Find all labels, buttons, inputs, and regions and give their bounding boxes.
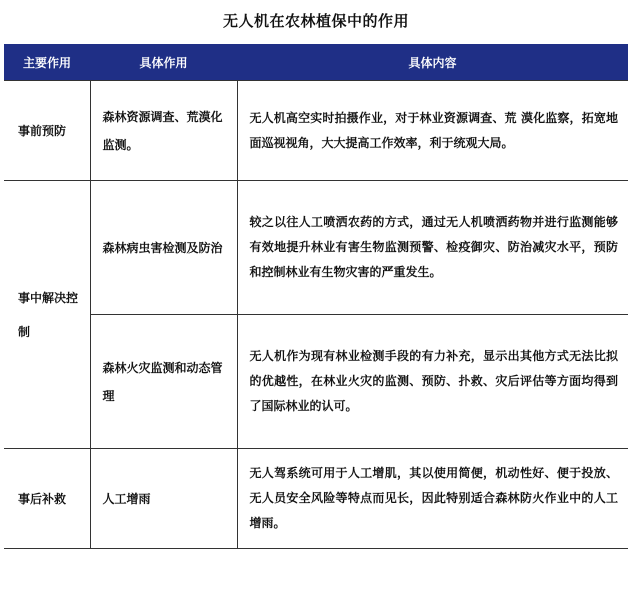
main-role-cell: 事前预防 <box>4 81 90 181</box>
table-row <box>4 449 628 549</box>
specific-role-cell: 森林病虫害检测及防治 <box>90 181 237 315</box>
document-title: 无人机在农林植保中的作用 <box>222 12 409 30</box>
table-row <box>4 181 628 315</box>
main-role-cell: 事后补救 <box>4 449 90 549</box>
header-main-role: 主要作用 <box>4 44 90 81</box>
specific-role-cell: 森林资源调查、荒漠化监测。 <box>90 81 237 181</box>
content-cell: 较之以往人工喷洒农药的方式，通过无人机喷洒药物并进行监测能够有效地提升林业有害生物监测预警、检疫御灾、防治减灾水平，预防和控制林业有生物灾害的严重发生。 <box>237 181 628 315</box>
main-role-cell: 事中解决控制 <box>4 181 90 449</box>
table-row <box>4 315 628 449</box>
specific-role-cell: 人工增雨 <box>90 449 237 549</box>
header-specific-content: 具体内容 <box>237 44 628 81</box>
content-cell: 无人机高空实时拍摄作业，对于林业资源调查、荒 漠化监察，拓宽地面巡视视角，大大提高工作效率，利于统观大局。 <box>237 81 628 181</box>
table-header-row <box>4 44 628 81</box>
table-row <box>4 81 628 181</box>
specific-role-cell: 森林火灾监测和动态管理 <box>90 315 237 449</box>
header-specific-role: 具体作用 <box>90 44 237 81</box>
uav-role-table <box>4 44 628 549</box>
content-cell: 无人机作为现有林业检测手段的有力补充，显示出其他方式无法比拟的优越性，在林业火灾的监测、预防、扑救、灾后评估等方面均得到了国际林业的认可。 <box>237 315 628 449</box>
content-cell: 无人驾系统可用于人工增肌，其以使用简便，机动性好、便于投放、无人员安全风险等特点而见长，因此特别适合森林防火作业中的人工增雨。 <box>237 449 628 549</box>
